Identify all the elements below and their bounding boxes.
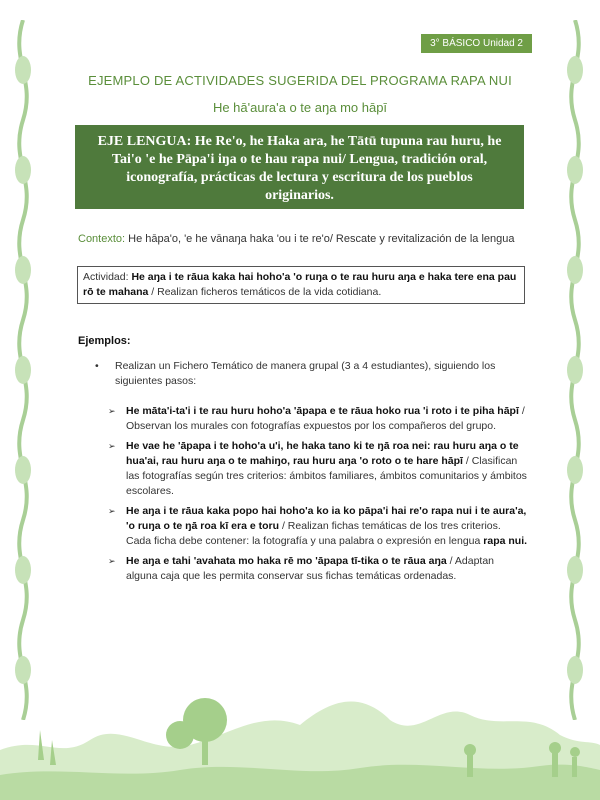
axis-banner-line: iconografía, prácticas de lectura y escritura de los pueblos xyxy=(126,170,473,185)
step-spanish: / Realizan fichas temáticas de los tres criterios. Cada ficha debe contener: la fotografía y una palabra o expresión en lengua xyxy=(126,520,501,547)
step-rapanui: He aŋa i te rāua kaka popo hai hoho'a ko ia ko pāpa'i hai re'o rapa nui i te aura'a, 'o ruŋa o te ŋā roa kī era e toru xyxy=(126,505,527,532)
left-ornament-border xyxy=(8,20,38,720)
document-subtitle: He hā'aura'a o te aŋa mo hāpī xyxy=(212,100,388,115)
step-item xyxy=(108,554,528,584)
axis-banner xyxy=(75,125,524,209)
axis-banner-line: Tai'o 'e he Pāpa'i iŋa o te hau rapa nui/ Lengua, tradición oral, xyxy=(111,152,488,167)
step-spanish: / Clasifican las fotografías según tres criterios: ámbitos familiares, ámbitos comunitarios y ámbitos escolares. xyxy=(126,455,527,497)
step-rapanui: He vae he 'āpapa i te hoho'a u'i, he haka tano ki te ŋā roa nei: rau huru aŋa o te hua'ai, rau huru aŋa o te mahiŋo, rau huru aŋa 'o roto o te hare hāpī xyxy=(126,440,519,467)
right-ornament-border xyxy=(560,20,590,720)
activity-rapanui-text: He aŋa i te rāua kaka hai hoho'a 'o ruŋa o te rau huru aŋa e haka tere ena pau rō te mahana xyxy=(83,271,517,298)
arrow-bullet-icon: ➢ xyxy=(108,406,116,416)
arrow-bullet-icon: ➢ xyxy=(108,506,116,516)
step-spanish: / Observan los murales con fotografías expuestos por los compañeros del grupo. xyxy=(126,405,525,432)
arrow-bullet-icon: ➢ xyxy=(108,441,116,451)
arrow-bullet-icon: ➢ xyxy=(108,556,116,566)
bullet-dot-icon: • xyxy=(95,360,99,372)
axis-banner-line: originarios. xyxy=(265,188,334,203)
activity-box xyxy=(77,266,525,304)
context-line xyxy=(78,233,528,245)
steps-list xyxy=(108,404,528,589)
step-rapanui: He aŋa e tahi 'avahata mo haka rē mo 'āpapa tī-tika o te rāua aŋa xyxy=(126,555,447,567)
step-emphasis: rapa nui. xyxy=(483,535,528,547)
step-item xyxy=(108,439,528,499)
step-spanish: / Adaptan alguna caja que les permita conservar sus fichas temáticas ordenadas. xyxy=(126,555,494,582)
examples-heading: Ejemplos: xyxy=(78,335,131,347)
step-item xyxy=(108,504,528,549)
context-label: Contexto: xyxy=(78,233,126,245)
step-item xyxy=(108,404,528,434)
examples-bullet-text: Realizan un Fichero Temático de manera grupal (3 a 4 estudiantes), siguiendo los siguientes pasos: xyxy=(115,360,496,387)
grade-unit-badge: 3° BÁSICO Unidad 2 xyxy=(421,34,532,53)
activity-label: Actividad: xyxy=(83,271,129,283)
axis-banner-line: EJE LENGUA: He Re'o, he Haka ara, he Tātū tupuna rau huru, he xyxy=(97,134,502,149)
document-title: EJEMPLO DE ACTIVIDADES SUGERIDA DEL PROGRAMA RAPA NUI xyxy=(88,73,512,88)
step-rapanui: He māta'i-ta'i i te rau huru hoho'a 'āpapa e te rāua hoko rua 'i roto i te piha hāpī xyxy=(126,405,519,417)
context-text: He hāpa'o, 'e he vānaŋa haka 'ou i te re'o/ Rescate y revitalización de la lengua xyxy=(128,233,515,245)
activity-spanish-text: / Realizan ficheros temáticos de la vida cotidiana. xyxy=(151,286,382,298)
examples-bullet xyxy=(95,359,535,389)
landscape-footer-illustration xyxy=(0,640,600,800)
